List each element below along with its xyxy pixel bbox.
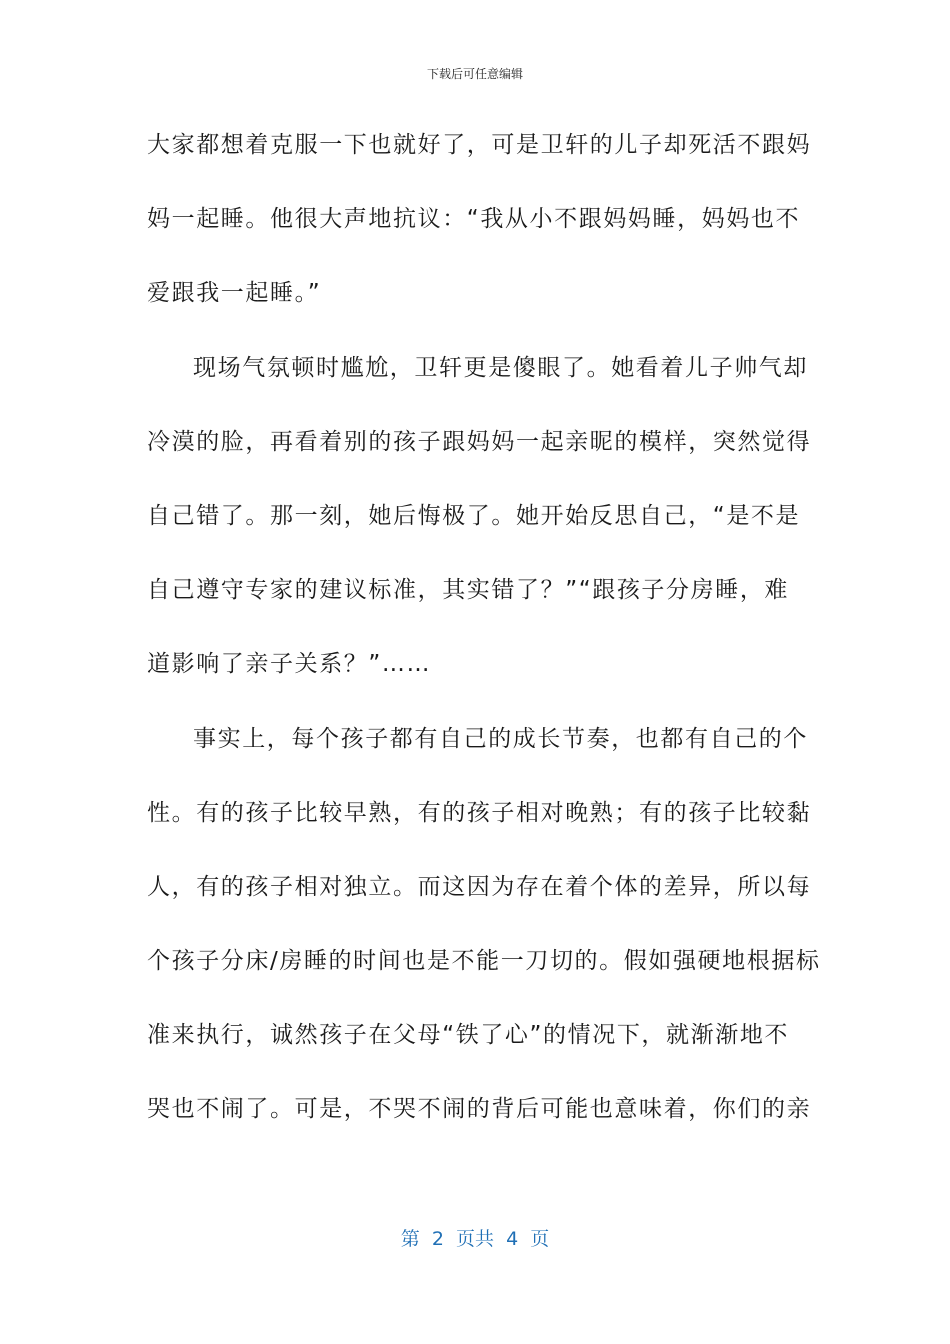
paragraph-start-line: 现场气氛顿时尴尬，卫轩更是傻眼了。她看着儿子帅气却 — [193, 354, 808, 381]
text-line: 冷漠的脸，再看着别的孩子跟妈妈一起亲昵的模样，突然觉得 — [147, 428, 812, 455]
text-line: 妈一起睡。他很大声地抗议：“我从小不跟妈妈睡，妈妈也不 — [147, 206, 801, 233]
text-line: 人，有的孩子相对独立。而这因为存在着个体的差异，所以每 — [147, 873, 812, 900]
text-line: 爱跟我一起睡。” — [147, 280, 322, 307]
text-line: 哭也不闹了。可是，不哭不闹的背后可能也意味着，你们的亲 — [147, 1096, 812, 1123]
text-line: 大家都想着克服一下也就好了，可是卫轩的儿子却死活不跟妈 — [147, 132, 812, 158]
text-line: 性。有的孩子比较早熟，有的孩子相对晚熟；有的孩子比较黏 — [147, 799, 812, 826]
page-header: 下载后可任意编辑 — [426, 67, 523, 81]
text-line: 个孩子分床/房睡的时间也是不能一刀切的。假如强硬地根据标 — [147, 948, 821, 975]
page-number-footer: 第 2 页共 4 页 — [400, 1228, 550, 1250]
text-line: 道影响了亲子关系？”…… — [147, 651, 432, 678]
paragraph-start-line: 事实上，每个孩子都有自己的成长节奏，也都有自己的个 — [193, 725, 808, 752]
text-line: 自己错了。那一刻，她后悔极了。她开始反思自己，“是不是 — [147, 502, 801, 529]
document-body — [147, 121, 821, 1160]
text-line: 自己遵守专家的建议标准，其实错了？”“跟孩子分房睡，难 — [147, 577, 790, 604]
text-line: 准来执行，诚然孩子在父母“铁了心”的情况下，就渐渐地不 — [147, 1022, 790, 1049]
